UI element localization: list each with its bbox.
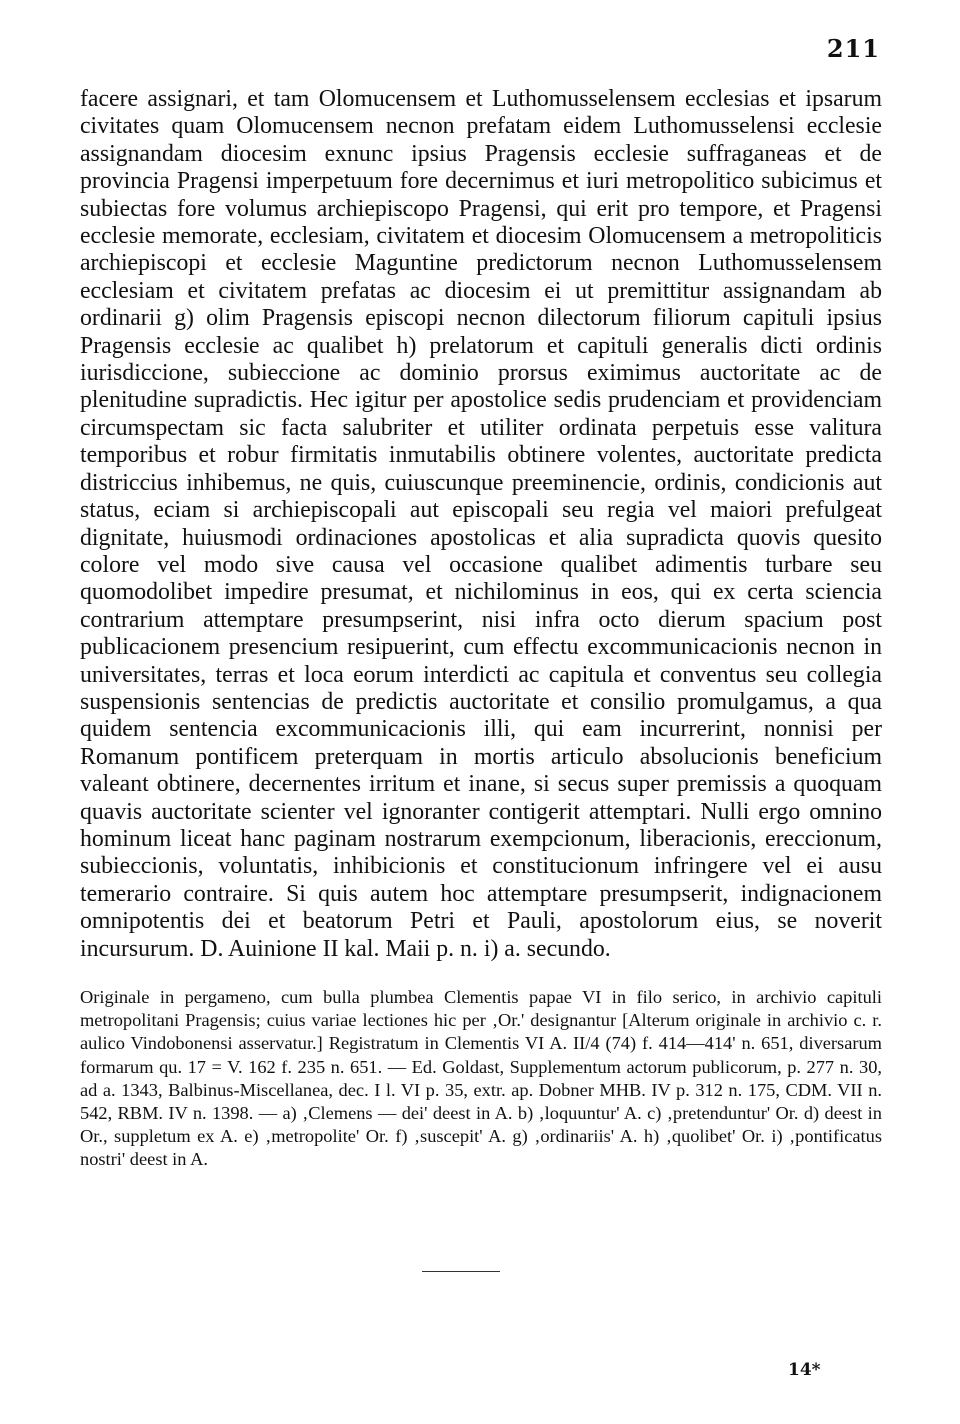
signature-mark: 14* [788,1360,821,1380]
divider [422,1271,500,1272]
page-number: 211 [826,34,880,63]
footnotes: Originale in pergameno, cum bulla plumbea Clementis papae VI in filo serico, in archivio capituli metropolitani Pragensis; cuius variae lectiones hic per ‚Or.' designantur [Alterum originale in archivio c. r. aulico Vindobonensi asservatur.] Registratum in Clementis VI A. II/4 (74) f. 414—414' n. 651, diversarum formarum qu. 17 = V. 162 f. 235 n. 651. — Ed. Goldast, Supplementum actorum publicorum, p. 277 n. 30, ad a. 1343, Balbinus-Miscellanea, dec. I l. VI p. 35, extr. ap. Dobner MHB. IV p. 312 n. 175, CDM. VII n. 542, RBM. IV n. 1398. — a) ‚Clemens — dei' deest in A. b) ‚loquuntur' A. c) ‚pretenduntur' Or. d) deest in Or., suppletum ex A. e) ‚metropolite' Or. f) ‚suscepit' A. g) ‚ordinariis' A. h) ‚quolibet' Or. i) ‚pontificatus nostri' deest in A. [80,987,882,1170]
main-text: facere assignari, et tam Olomucensem et Luthomusselensem ecclesias et ipsarum civitates quam Olomucensem necnon prefatam eidem Luthomusselensi ecclesie assignandam diocesim exnunc ipsius Pragensis ecclesie suffraganeas et de provincia Pragensi imperpetuum fore decernimus et iuri metropolitico subicimus et subiectas fore volumus archiepiscopo Pragensi, qui erit pro tempore, et Pragensi ecclesie memorate, ecclesiam, civitatem et diocesim Olomucensem a metropoliticis archiepiscopi et ecclesie Maguntine predictorum necnon Luthomusselensem ecclesiam et civitatem prefatas ac diocesim ei ut premittitur assignandam ab ordinarii g) olim Pragensis episcopi necnon dilectorum filiorum capituli ipsius Pragensis ecclesie ac qualibet h) prelatorum et capituli generalis dicti ordinis iurisdiccione, subieccione ac dominio prorsus eximimus auctoritate ac de plenitudine supradictis. Hec igitur per apostolice sedis prudenciam et providenciam circumspectam sic facta salubriter et utiliter ordinata perpetuis esse valitura temporibus et robur firmitatis inmutabilis obtinere volentes, auctoritate predicta districcius inhibemus, ne quis, cuiuscunque preeminencie, ordinis, condicionis aut status, eciam si archiepiscopali aut episcopali seu regia vel maiori prefulgeat dignitate, huiusmodi ordinaciones apostolicas et alia supradicta quovis quesito colore vel modo sive causa vel occasione qualibet adimentis turbare seu quomodolibet impedire presumat, et nichilominus in eos, qui ex certa sciencia contrarium attemptare presumpserint, nisi infra octo dierum spacium post publicacionem presencium resipuerint, cum effectu excommunicacionis necnon in universitates, terras et loca eorum interdicti ac capitula et conventus seu collegia suspensionis sentencias de predictis auctoritate et consilio promulgamus, a qua quidem sentencia excommunicacionis illi, qui eam incurrerint, nonnisi per Romanum pontificem preterquam in mortis articulo absolucionis beneficium valeant obtinere, decernentes irritum et inane, si secus super premissis a quoquam quavis auctoritate scienter vel ignoranter contigerit attemptari. Nulli ergo omnino hominum liceat hanc paginam nostrarum exempcionum, liberacionis, ereccionum, subieccionis, voluntatis, inhibicionis et constitucionum infringere vel ei ausu temerario contraire. Si quis autem hoc attemptare presumpserit, indignacionem omnipotentis dei et beatorum Petri et Pauli, apostolorum eius, se noverit incursurum. D. Auinione II kal. Maii p. n. i) a. secundo. [80,86,882,962]
